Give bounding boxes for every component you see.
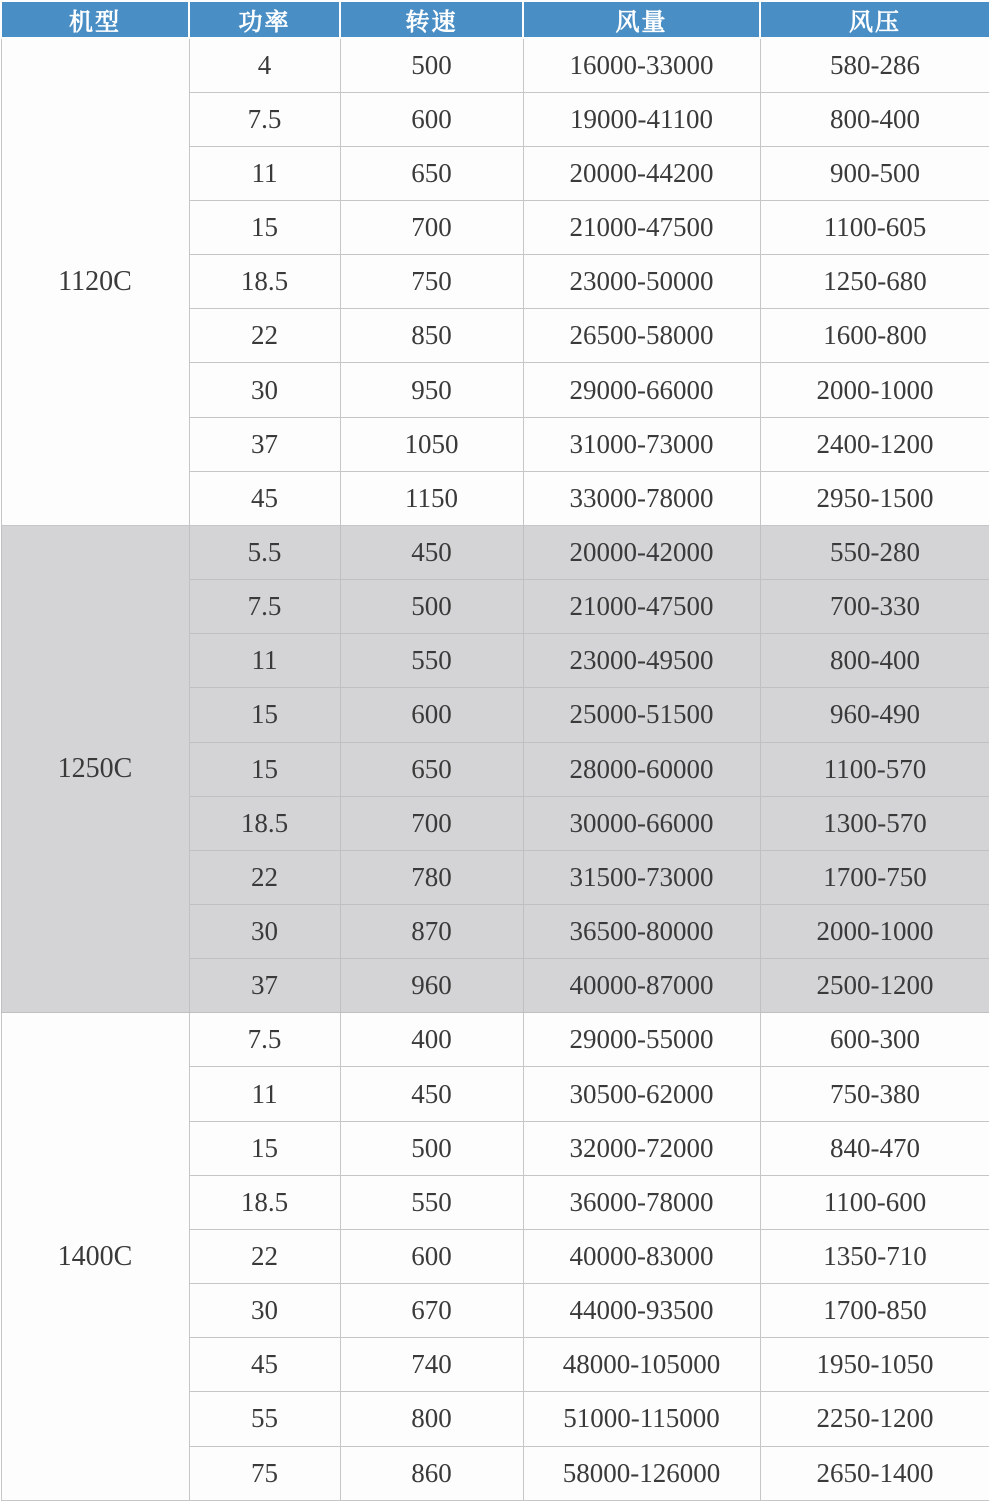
air-pressure-cell: 750-380: [760, 1067, 989, 1121]
air-pressure-cell: 2500-1200: [760, 959, 989, 1013]
air-pressure-cell: 2000-1000: [760, 363, 989, 417]
air-pressure-cell: 2400-1200: [760, 417, 989, 471]
air-volume-cell: 44000-93500: [523, 1284, 760, 1338]
speed-cell: 1150: [340, 471, 523, 525]
speed-cell: 670: [340, 1284, 523, 1338]
power-cell: 30: [189, 1284, 340, 1338]
power-cell: 5.5: [189, 525, 340, 579]
power-cell: 30: [189, 363, 340, 417]
speed-cell: 450: [340, 525, 523, 579]
header-air-volume: 风量: [523, 1, 760, 38]
power-cell: 15: [189, 688, 340, 742]
air-volume-cell: 21000-47500: [523, 200, 760, 254]
air-volume-cell: 23000-49500: [523, 634, 760, 688]
power-cell: 18.5: [189, 1175, 340, 1229]
air-volume-cell: 40000-87000: [523, 959, 760, 1013]
speed-cell: 850: [340, 309, 523, 363]
table-row: [1, 38, 989, 92]
air-pressure-cell: 2250-1200: [760, 1392, 989, 1446]
power-cell: 37: [189, 417, 340, 471]
speed-cell: 950: [340, 363, 523, 417]
air-volume-cell: 21000-47500: [523, 580, 760, 634]
air-pressure-cell: 960-490: [760, 688, 989, 742]
power-cell: 15: [189, 200, 340, 254]
speed-cell: 750: [340, 255, 523, 309]
power-cell: 22: [189, 309, 340, 363]
air-pressure-cell: 2950-1500: [760, 471, 989, 525]
model-cell: 1250C: [1, 525, 189, 1012]
air-pressure-cell: 800-400: [760, 92, 989, 146]
speed-cell: 600: [340, 1229, 523, 1283]
power-cell: 55: [189, 1392, 340, 1446]
speed-cell: 700: [340, 200, 523, 254]
air-pressure-cell: 1350-710: [760, 1229, 989, 1283]
air-volume-cell: 51000-115000: [523, 1392, 760, 1446]
power-cell: 11: [189, 1067, 340, 1121]
power-cell: 15: [189, 742, 340, 796]
speed-cell: 500: [340, 580, 523, 634]
speed-cell: 500: [340, 1121, 523, 1175]
air-pressure-cell: 900-500: [760, 146, 989, 200]
air-volume-cell: 29000-66000: [523, 363, 760, 417]
air-volume-cell: 20000-42000: [523, 525, 760, 579]
air-pressure-cell: 1250-680: [760, 255, 989, 309]
air-pressure-cell: 1100-600: [760, 1175, 989, 1229]
table-row: [1, 525, 989, 579]
speed-cell: 400: [340, 1013, 523, 1067]
speed-cell: 860: [340, 1446, 523, 1500]
speed-cell: 1050: [340, 417, 523, 471]
air-pressure-cell: 800-400: [760, 634, 989, 688]
table-header: [1, 1, 989, 38]
air-volume-cell: 31500-73000: [523, 850, 760, 904]
speed-cell: 600: [340, 92, 523, 146]
air-pressure-cell: 1950-1050: [760, 1338, 989, 1392]
speed-cell: 650: [340, 146, 523, 200]
power-cell: 7.5: [189, 92, 340, 146]
speed-cell: 780: [340, 850, 523, 904]
air-pressure-cell: 1100-605: [760, 200, 989, 254]
air-pressure-cell: 550-280: [760, 525, 989, 579]
power-cell: 30: [189, 905, 340, 959]
air-pressure-cell: 580-286: [760, 38, 989, 92]
air-pressure-cell: 840-470: [760, 1121, 989, 1175]
header-speed: 转速: [340, 1, 523, 38]
air-volume-cell: 33000-78000: [523, 471, 760, 525]
air-volume-cell: 32000-72000: [523, 1121, 760, 1175]
air-volume-cell: 58000-126000: [523, 1446, 760, 1500]
speed-cell: 600: [340, 688, 523, 742]
air-volume-cell: 36500-80000: [523, 905, 760, 959]
power-cell: 18.5: [189, 255, 340, 309]
model-cell: 1120C: [1, 38, 189, 525]
air-volume-cell: 31000-73000: [523, 417, 760, 471]
header-power: 功率: [189, 1, 340, 38]
air-volume-cell: 16000-33000: [523, 38, 760, 92]
speed-cell: 870: [340, 905, 523, 959]
power-cell: 45: [189, 471, 340, 525]
air-pressure-cell: 2000-1000: [760, 905, 989, 959]
speed-cell: 650: [340, 742, 523, 796]
air-volume-cell: 26500-58000: [523, 309, 760, 363]
power-cell: 75: [189, 1446, 340, 1500]
air-volume-cell: 23000-50000: [523, 255, 760, 309]
speed-cell: 450: [340, 1067, 523, 1121]
header-model: 机型: [1, 1, 189, 38]
power-cell: 18.5: [189, 796, 340, 850]
air-volume-cell: 20000-44200: [523, 146, 760, 200]
power-cell: 45: [189, 1338, 340, 1392]
power-cell: 22: [189, 1229, 340, 1283]
power-cell: 22: [189, 850, 340, 904]
air-volume-cell: 19000-41100: [523, 92, 760, 146]
air-volume-cell: 48000-105000: [523, 1338, 760, 1392]
speed-cell: 550: [340, 634, 523, 688]
header-air-pressure: 风压: [760, 1, 989, 38]
air-pressure-cell: 1700-750: [760, 850, 989, 904]
speed-cell: 700: [340, 796, 523, 850]
table-body: [1, 38, 989, 1501]
table-row: [1, 1013, 989, 1067]
air-volume-cell: 29000-55000: [523, 1013, 760, 1067]
air-pressure-cell: 2650-1400: [760, 1446, 989, 1500]
speed-cell: 740: [340, 1338, 523, 1392]
air-volume-cell: 36000-78000: [523, 1175, 760, 1229]
air-pressure-cell: 1700-850: [760, 1284, 989, 1338]
speed-cell: 550: [340, 1175, 523, 1229]
power-cell: 11: [189, 634, 340, 688]
power-cell: 15: [189, 1121, 340, 1175]
speed-cell: 960: [340, 959, 523, 1013]
air-pressure-cell: 1600-800: [760, 309, 989, 363]
air-pressure-cell: 600-300: [760, 1013, 989, 1067]
model-cell: 1400C: [1, 1013, 189, 1501]
power-cell: 7.5: [189, 580, 340, 634]
air-pressure-cell: 1300-570: [760, 796, 989, 850]
power-cell: 11: [189, 146, 340, 200]
power-cell: 7.5: [189, 1013, 340, 1067]
speed-cell: 800: [340, 1392, 523, 1446]
speed-cell: 500: [340, 38, 523, 92]
power-cell: 37: [189, 959, 340, 1013]
air-pressure-cell: 1100-570: [760, 742, 989, 796]
air-volume-cell: 25000-51500: [523, 688, 760, 742]
header-row: [1, 1, 989, 38]
power-cell: 4: [189, 38, 340, 92]
air-volume-cell: 40000-83000: [523, 1229, 760, 1283]
air-volume-cell: 28000-60000: [523, 742, 760, 796]
air-volume-cell: 30000-66000: [523, 796, 760, 850]
air-volume-cell: 30500-62000: [523, 1067, 760, 1121]
air-pressure-cell: 700-330: [760, 580, 989, 634]
